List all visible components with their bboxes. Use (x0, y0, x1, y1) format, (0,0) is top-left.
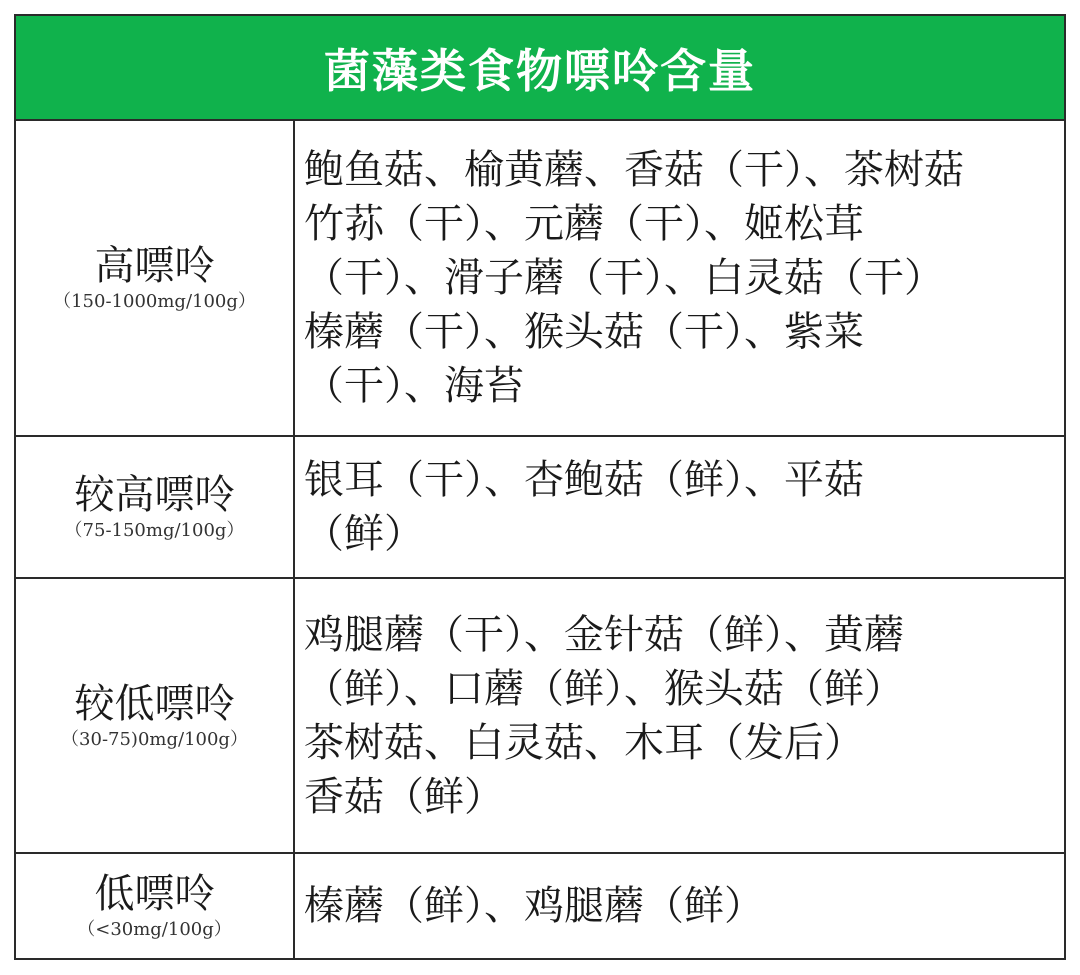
level-range: （<30mg/100g） (77, 919, 232, 941)
table-row-fairly-high (16, 437, 1064, 579)
food-line: 香菇（鲜） (304, 773, 504, 820)
level-cell (16, 579, 295, 852)
foods-cell (295, 437, 1064, 577)
foods-cell (295, 121, 1064, 435)
table-row-high (16, 121, 1064, 437)
level-name: 高嘌呤 (94, 243, 215, 290)
level-name: 较高嘌呤 (74, 472, 235, 519)
food-line: 榛蘑（鲜）、鸡腿蘑（鲜） (304, 883, 764, 929)
food-line: （鲜） (304, 511, 424, 557)
table-row-fairly-low (16, 579, 1064, 854)
level-range: （75-150mg/100g） (64, 520, 245, 542)
level-cell (16, 854, 295, 958)
food-line: 茶树菇、白灵菇、木耳（发后） (304, 719, 864, 766)
food-line: （干）、滑子蘑（干）、白灵菇（干） (304, 255, 944, 301)
level-cell (16, 437, 295, 577)
level-cell (16, 121, 295, 435)
food-line: （鲜）、口蘑（鲜）、猴头菇（鲜） (304, 665, 904, 712)
table-header (16, 16, 1064, 121)
level-name: 较低嘌呤 (74, 680, 235, 727)
food-line: 榛蘑（干）、猴头菇（干）、紫菜 (304, 309, 864, 355)
purine-table (14, 14, 1066, 960)
food-line: 竹荪（干）、元蘑（干）、姬松茸 (304, 201, 864, 247)
food-line: 鲍鱼菇、榆黄蘑、香菇（干）、茶树菇 (304, 147, 964, 193)
level-range: （30-75)0mg/100g） (61, 728, 248, 750)
food-line: （干）、海苔 (304, 363, 524, 409)
table-body (16, 121, 1064, 958)
table-title: 菌藻类食物嘌呤含量 (324, 43, 756, 98)
foods-cell (295, 854, 1064, 958)
table-row-low (16, 854, 1064, 958)
food-line: 银耳（干）、杏鲍菇（鲜）、平菇 (304, 457, 864, 503)
food-line: 鸡腿蘑（干）、金针菇（鲜）、黄蘑 (304, 611, 904, 658)
level-range: （150-1000mg/100g） (53, 291, 256, 313)
foods-cell (295, 579, 1064, 852)
level-name: 低嘌呤 (94, 871, 215, 918)
